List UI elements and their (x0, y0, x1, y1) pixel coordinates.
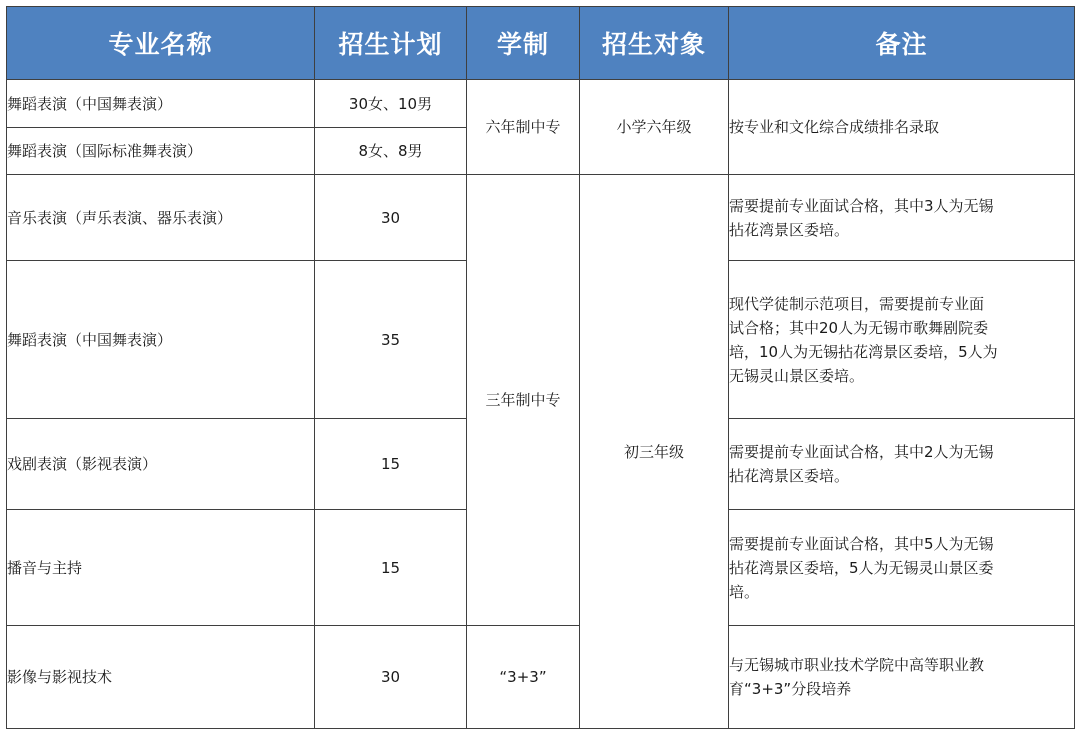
plan-count: 8女、8男 (315, 128, 467, 175)
note-line: 拈花湾景区委培。 (729, 467, 850, 485)
header-major: 专业名称 (7, 7, 315, 80)
system-three-plus-three: “3+3” (467, 626, 580, 729)
plan-count: 15 (315, 510, 467, 626)
header-row (7, 7, 1075, 80)
major-name: 播音与主持 (7, 510, 315, 626)
table-row (7, 626, 1075, 729)
header-plan: 招生计划 (315, 7, 467, 80)
plan-count: 35 (315, 261, 467, 419)
plan-count: 15 (315, 419, 467, 510)
major-name: 舞蹈表演（中国舞表演） (7, 261, 315, 419)
note-text (729, 175, 1075, 261)
major-name: 舞蹈表演（国际标准舞表演） (7, 128, 315, 175)
note-line: 无锡灵山景区委培。 (729, 366, 865, 385)
note-line: 拈花湾景区委培，5人为无锡灵山景区委 (729, 558, 994, 577)
major-name: 音乐表演（声乐表演、器乐表演） (7, 175, 315, 261)
major-name: 影像与影视技术 (7, 626, 315, 729)
note-line: 需要提前专业面试合格，其中3人为无锡 (729, 196, 994, 215)
enrollment-table (6, 6, 1075, 729)
note-text (729, 626, 1075, 729)
note-six-year: 按专业和文化综合成绩排名录取 (729, 80, 1075, 175)
note-line: 需要提前专业面试合格，其中5人为无锡 (729, 534, 994, 553)
table-row (7, 80, 1075, 128)
target-primary: 小学六年级 (580, 80, 729, 175)
note-line: 拈花湾景区委培。 (729, 220, 850, 239)
note-text (729, 261, 1075, 419)
major-name: 舞蹈表演（中国舞表演） (7, 80, 315, 128)
header-system: 学制 (467, 7, 580, 80)
note-text (729, 510, 1075, 626)
major-name: 戏剧表演（影视表演） (7, 419, 315, 510)
note-line: 与无锡城市职业技术学院中高等职业教 (729, 656, 985, 674)
note-line: 现代学徒制示范项目，需要提前专业面 (729, 294, 985, 313)
note-line: 试合格；其中20人为无锡市歌舞剧院委 (729, 318, 989, 337)
plan-count: 30 (315, 626, 467, 729)
table-row (7, 175, 1075, 261)
note-line: 育“3+3”分段培养 (729, 680, 852, 698)
note-text (729, 419, 1075, 510)
header-note: 备注 (729, 7, 1075, 80)
plan-count: 30女、10男 (315, 80, 467, 128)
note-line: 培。 (729, 582, 760, 601)
system-six-year: 六年制中专 (467, 80, 580, 175)
target-junior: 初三年级 (580, 175, 729, 729)
note-line: 需要提前专业面试合格，其中2人为无锡 (729, 443, 994, 461)
header-target: 招生对象 (580, 7, 729, 80)
system-three-year: 三年制中专 (467, 175, 580, 626)
plan-count: 30 (315, 175, 467, 261)
note-line: 培，10人为无锡拈花湾景区委培，5人为 (729, 342, 998, 361)
